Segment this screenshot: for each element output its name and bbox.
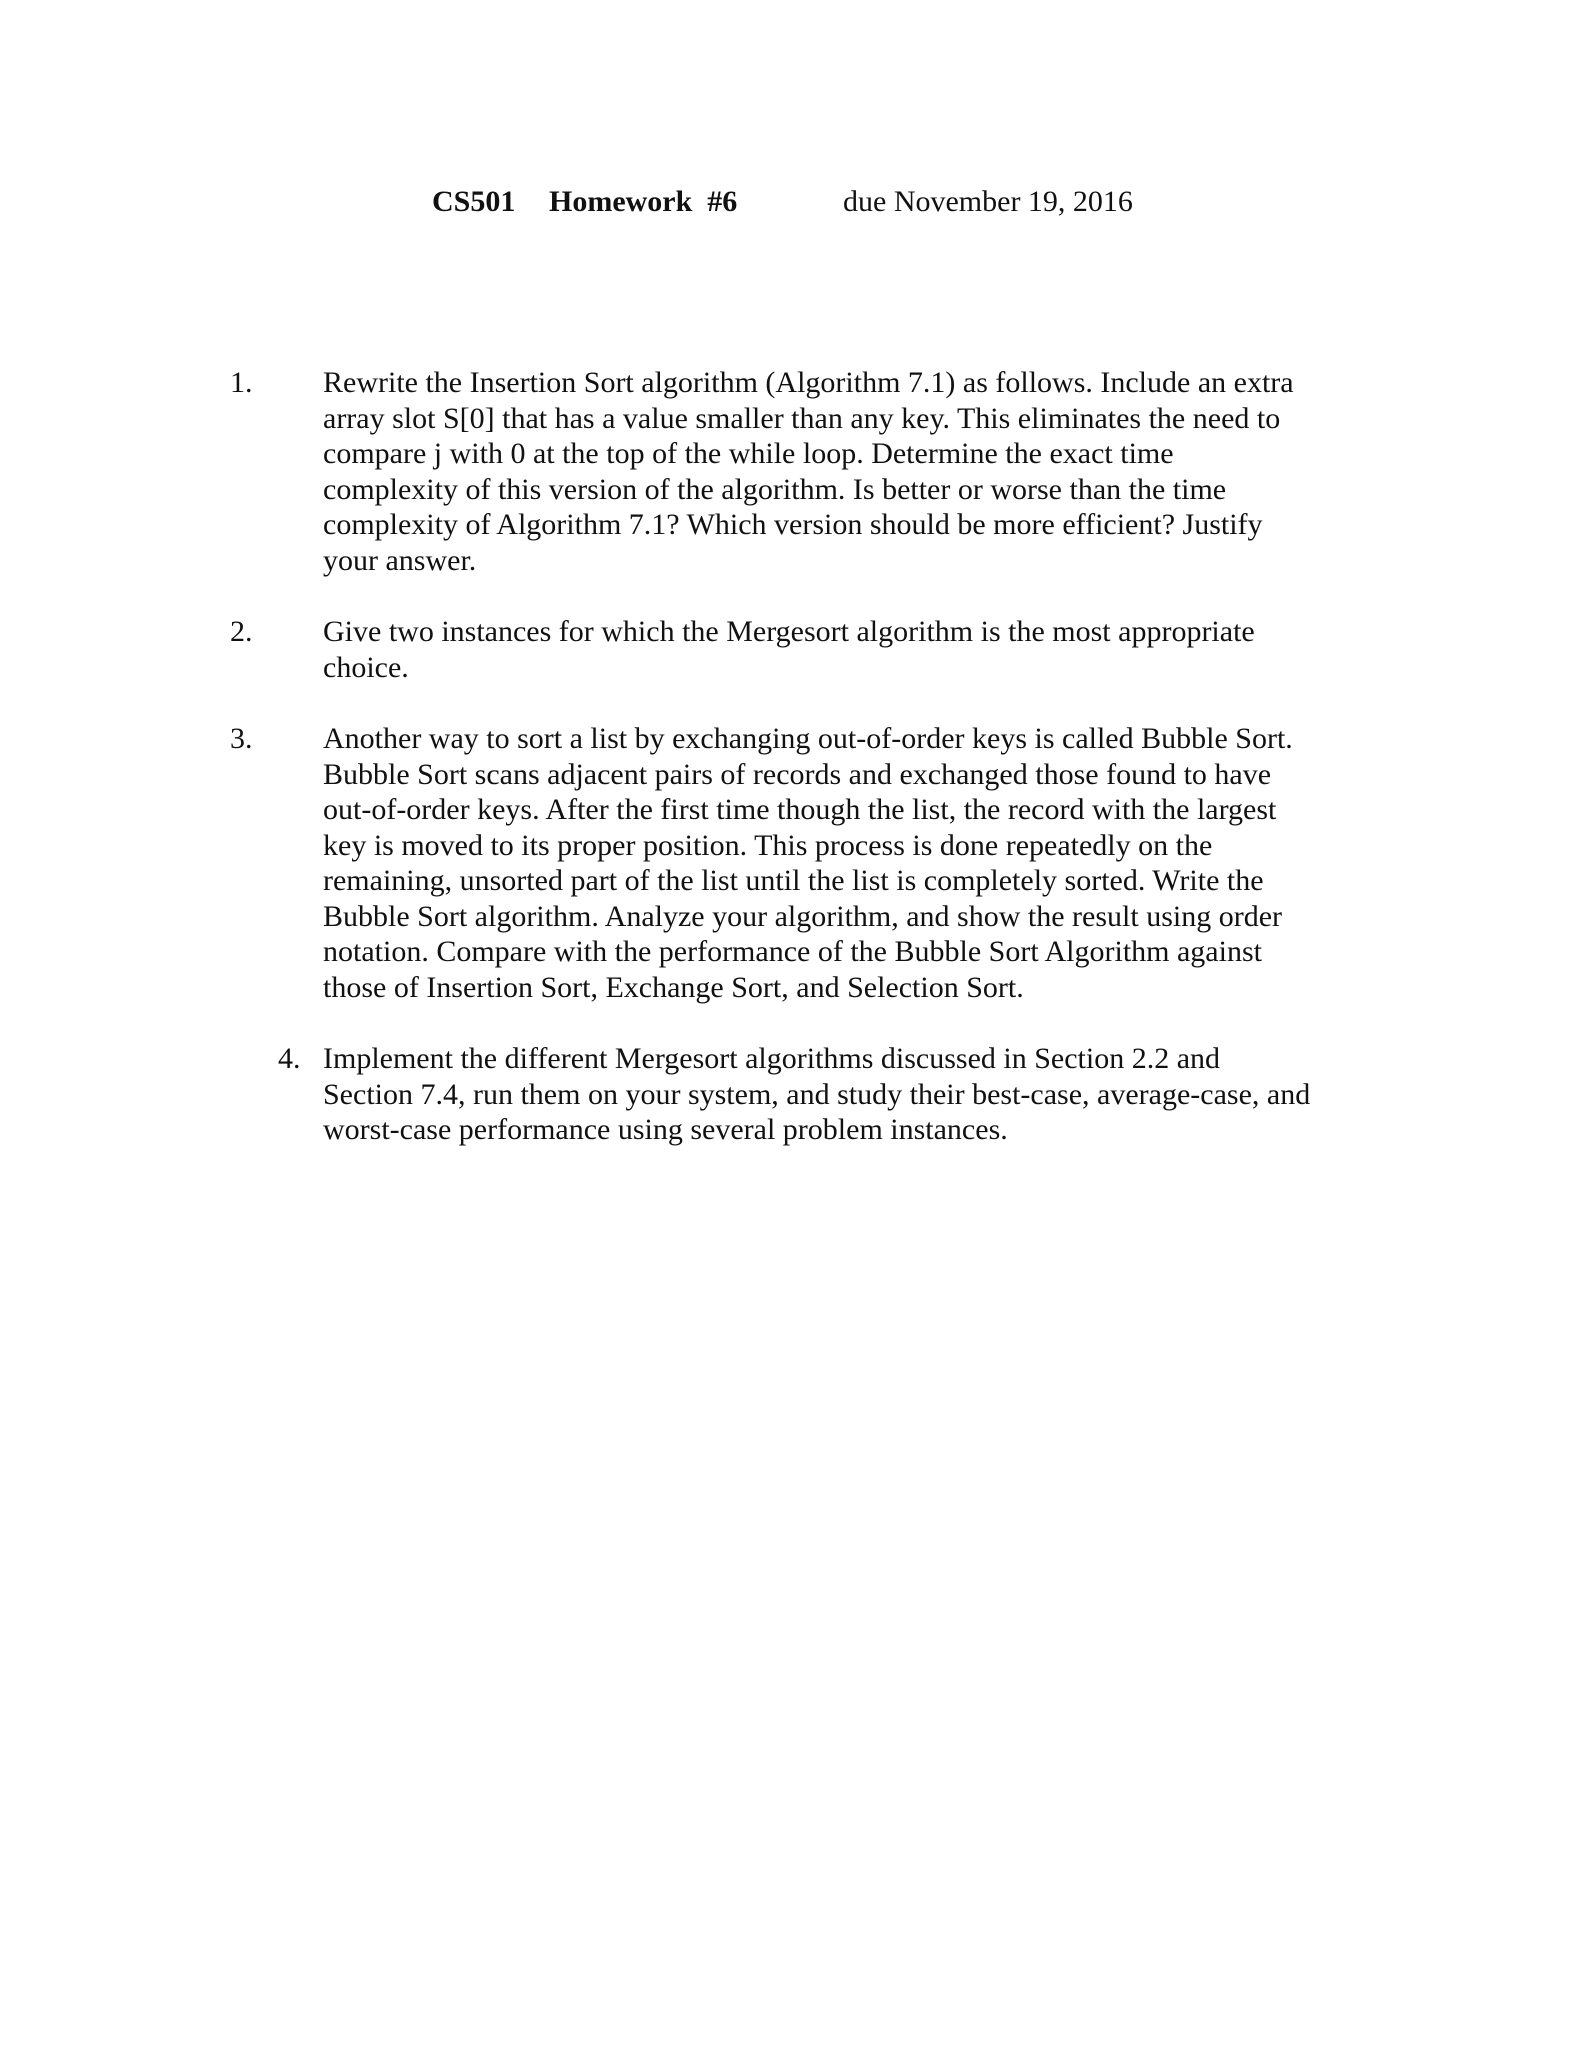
problem-line: compare j with 0 at the top of the while loop. Determine the exact time [323,437,1174,470]
problem-line: complexity of this version of the algorithm. Is better or worse than the time [323,472,1227,506]
problem-line: Section 7.4, run them on your system, and study their best-case, average-case, and [323,1077,1311,1111]
problem-number: 1. [230,366,253,399]
problem-3 [0,721,1581,1005]
problem-text [323,1041,1363,1148]
problem-text [323,365,1363,578]
problem-line: Give two instances for which the Mergesort algorithm is the most appropriate [323,615,1255,648]
problem-line: notation. Compare with the performance of the Bubble Sort Algorithm against [323,935,1262,968]
course-code: CS501 [432,185,516,218]
problem-number: 2. [230,615,253,648]
problem-list [0,365,1581,1148]
problem-1 [0,365,1581,578]
problem-line: out-of-order keys. After the first time though the list, the record with the largest [323,793,1277,826]
problem-line: complexity of Algorithm 7.1? Which version should be more efficient? Justify [323,508,1263,541]
problem-line: Bubble Sort scans adjacent pairs of records and exchanged those found to have [323,757,1272,791]
problem-line: Rewrite the Insertion Sort algorithm (Algorithm 7.1) as follows. Include an extra [323,366,1294,399]
problem-line: choice. [323,650,409,684]
homework-title: Homework #6 [549,185,738,218]
problem-line: your answer. [323,543,477,577]
due-date: due November 19, 2016 [843,185,1133,218]
problem-line: Bubble Sort algorithm. Analyze your algorithm, and show the result using order [323,899,1283,933]
problem-line: those of Insertion Sort, Exchange Sort, and Selection Sort. [323,970,1024,1004]
problem-number: 3. [230,722,253,755]
problem-line: Another way to sort a list by exchanging out-of-order keys is called Bubble Sort. [323,722,1293,755]
problem-number: 4. [278,1042,301,1075]
problem-line: remaining, unsorted part of the list until the list is completely sorted. Write the [323,864,1264,897]
problem-line: key is moved to its proper position. This process is done repeatedly on the [323,828,1213,862]
problem-2 [0,614,1581,685]
problem-line: array slot S[0] that has a value smaller than any key. This eliminates the need to [323,401,1281,435]
problem-line: Implement the different Mergesort algorithms discussed in Section 2.2 and [323,1042,1221,1075]
problem-text [323,614,1363,685]
problem-4 [0,1041,1581,1148]
problem-text [323,721,1363,1005]
problem-line: worst-case performance using several problem instances. [323,1113,1008,1146]
